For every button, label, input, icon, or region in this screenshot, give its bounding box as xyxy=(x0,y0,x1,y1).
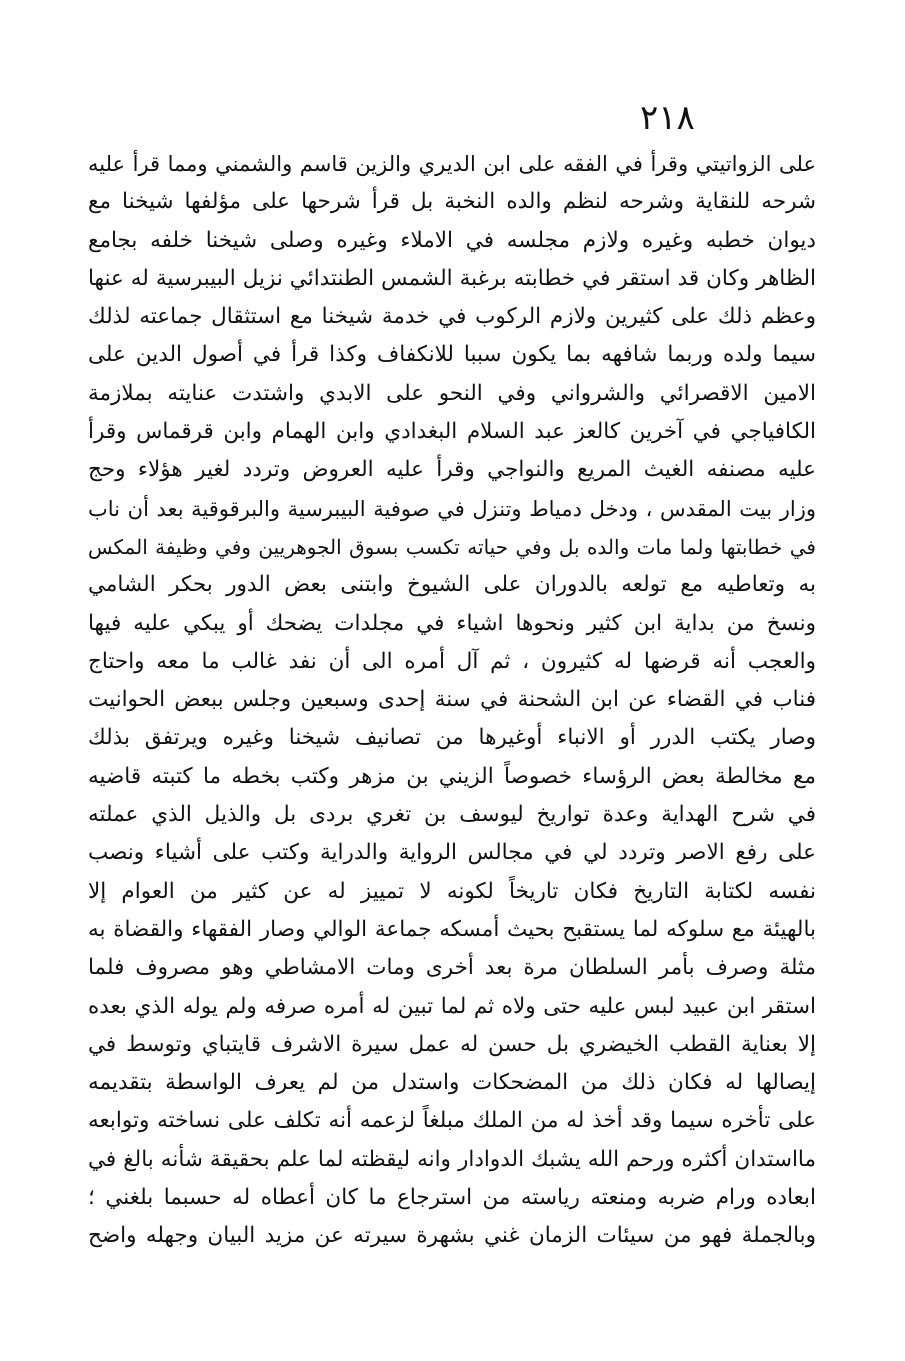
text-line: الظاهر وكان قد استقر في خطابته برغبة الشمس الطنتدائي نزيل البيبرسية له عنها xyxy=(88,265,816,291)
text-line: الامين الاقصرائي والشرواني وفي النحو على الابدي واشتدت عنايته بملازمة xyxy=(88,380,816,406)
page-number: ٢١٨ xyxy=(640,98,695,138)
text-line: شرحه للنقاية وشرحه لنظم والده النخبة بل قرأ شرحها على مؤلفها شيخنا مع xyxy=(88,189,816,215)
body-text xyxy=(88,145,816,1256)
text-line: ابعاده ورام ضربه ومنعته رياسته من استرجاع ما كان أعطاه له حسبما بلغني ؛ xyxy=(88,1185,816,1211)
text-line: وعظم ذلك على كثيرين ولازم الركوب في خدمة شيخنا مع استثقال جماعته لذلك xyxy=(88,304,816,330)
text-line: استقر ابن عبيد لبس عليه حتى ولاه ثم لما تبين له أمره صرفه ولم يوله الذي بعده xyxy=(88,993,816,1019)
text-line: ونسخ من بداية ابن كثير ونحوها اشياء في مجلدات يضحك أو يبكي عليه فيها xyxy=(88,610,816,636)
text-line: نفسه لكتابة التاريخ فكان تاريخاً لكونه لا تمييز له عن كثير من العوام إلا xyxy=(88,878,816,904)
text-line: والعجب أنه قرضها له كثيرون ، ثم آل أمره الى أن نفد غالب ما معه واحتاج xyxy=(88,648,816,674)
text-line: ديوان خطبه وغيره ولازم مجلسه في الاملاء وغيره وصلى شيخنا خلفه بجامع xyxy=(88,227,816,253)
text-line: عليه مصنفه الغيث المريع والنواجي وقرأ عليه العروض وتردد لغير هؤلاء وحج xyxy=(88,457,816,483)
text-line: بالهيئة مع سلوكه لما يستقبح بحيث أمسكه جماعة الوالي وصار الفقهاء والقضاة به xyxy=(88,916,816,942)
text-line: في شرح الهداية وعدة تواريخ ليوسف بن تغري بردى بل والذيل الذي عملته xyxy=(88,802,816,828)
text-line: سيما ولده وربما شافهه بما يكون سببا للانكفاف وكذا قرأ في أصول الدين على xyxy=(88,342,816,368)
text-line: إيصالها له فكان ذلك من المضحكات واستدل من لم يعرف الواسطة بتقديمه xyxy=(88,1070,816,1096)
text-line: على رفع الاصر وتردد لي في مجالس الرواية والدراية وكتب على أشياء ونصب xyxy=(88,840,816,866)
text-line: الكافياجي في آخرين كالعز عبد السلام البغدادي وابن الهمام وابن قرقماس وقرأ xyxy=(88,419,816,445)
text-line: على الزواتيتي وقرأ في الفقه على ابن الديري والزين قاسم والشمني ومما قرأ عليه xyxy=(88,152,816,176)
text-line: وزار بيت المقدس ، ودخل دمياط وتنزل في صوفية البيبرسية والبرقوقية بعد أن ناب xyxy=(88,496,816,521)
text-line: في خطابتها ولما مات والده بل وفي حياته تكسب بسوق الجوهريين وفي وظيفة المكس xyxy=(88,534,816,559)
text-line: به وتعاطيه مع تولعه بالدوران على الشيوخ وابتنى بعض الدور بحكر الشامي xyxy=(88,572,816,598)
text-line: وصار يكتب الدرر أو الانباء أوغيرها من تصانيف شيخنا وغيره ويرتفق بذلك xyxy=(88,725,816,751)
text-line: مثلة وصرف بأمر السلطان مرة بعد أخرى ومات الامشاطي وهو مصروف فلما xyxy=(88,955,816,981)
text-line: إلا بعناية القطب الخيضري بل حسن له عمل سيرة الاشرف قايتباي وتوسط في xyxy=(88,1031,816,1057)
text-line: مااستدان أكثره ورحم الله يشبك الدوادار وانه ليقظته لما علم بحقيقة شأنه بالغ في xyxy=(88,1146,816,1172)
text-line: وبالجملة فهو من سيئات الزمان غني بشهرة سيرته عن مزيد البيان وجهله واضح xyxy=(88,1223,816,1249)
text-line: على تأخره سيما وقد أخذ له من الملك مبلغاً لزعمه أنه تكلف على نساخته وتوابعه xyxy=(88,1108,816,1134)
text-line: مع مخالطة بعض الرؤساء خصوصاً الزيني بن مزهر وكتب بخطه ما كتبته قاضيه xyxy=(88,763,816,789)
text-line: فناب في القضاء عن ابن الشحنة في سنة إحدى وسبعين وجلس ببعض الحوانيت xyxy=(88,687,816,713)
